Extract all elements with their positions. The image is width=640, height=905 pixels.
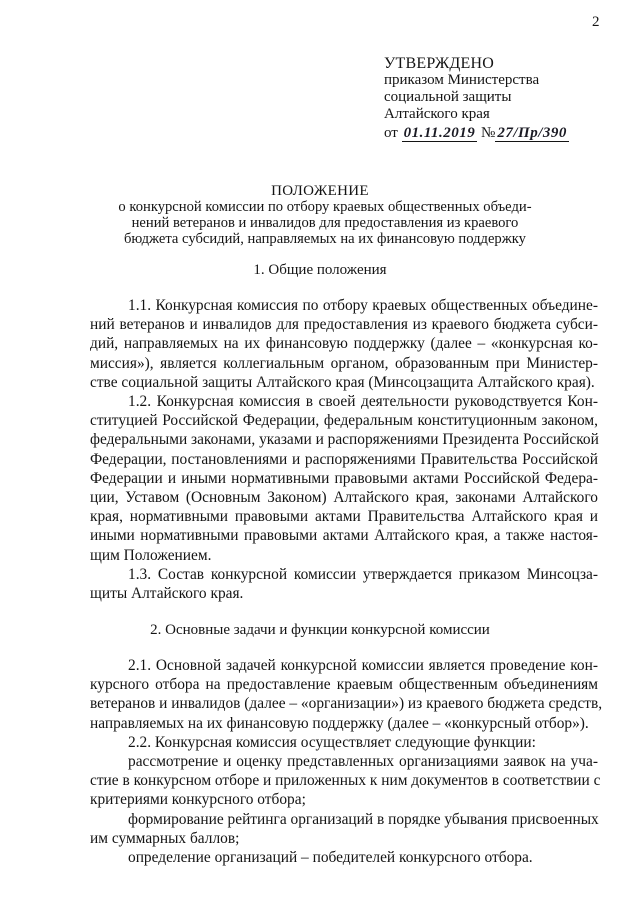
text-line: направляемых на их финансовую поддержку (далее – «конкурсный отбор»).: [90, 714, 589, 732]
text-line: щим Положением.: [90, 546, 212, 564]
text-line: определение организаций – победителей конкурсного отбора.: [128, 849, 533, 866]
text-line: Федерации, постановлениями и распоряжениями Правительства Российской: [90, 450, 598, 468]
paragraph-1-3: [90, 565, 598, 603]
text-line: Федерации и иными нормативными правовыми актами Российской Федера-: [90, 469, 598, 487]
paragraph-2-2: [90, 733, 598, 752]
handwritten-number: 27/Пр/390: [497, 125, 567, 141]
text-line: 2.1. Основной задачей конкурсной комиссии является проведение кон-: [128, 657, 598, 674]
section-heading: 2. Основные задачи и функции конкурсной комиссии: [150, 622, 490, 638]
text-line: миссия»), является коллегиальным органом, образованным при Министер-: [90, 354, 598, 372]
approval-line: приказом Министерства: [384, 72, 540, 88]
text-line: ции, Уставом (Основным Законом) Алтайского края, законами Алтайского: [90, 489, 598, 507]
text-line: формирование рейтинга организаций в порядке убывания присвоенных: [128, 811, 599, 828]
function-item: [90, 752, 601, 810]
text-line: ний ветеранов и инвалидов для предоставления из краевого бюджета субси-: [90, 316, 598, 334]
date-prefix: от: [384, 125, 398, 141]
text-line: 2.2. Конкурсная комиссия осуществляет следующие функции:: [128, 734, 536, 751]
paragraph-1-2: [90, 392, 598, 565]
text-line: федеральными законами, указами и распоряжениями Президента Российской: [90, 431, 599, 449]
text-line: критериями конкурсного отбора;: [90, 791, 306, 809]
approval-line: социальной защиты: [384, 89, 512, 105]
text-line: 1.2. Конкурсная комиссия в своей деятельности руководствуется Кон-: [128, 393, 598, 410]
section-heading: 1. Общие положения: [253, 262, 387, 278]
text-line: 1.1. Конкурсная комиссия по отбору краевых общественных объедине-: [128, 297, 598, 314]
text-line: иными нормативными правовыми актами Алтайского края, а также настоя-: [90, 527, 598, 545]
text-line: им суммарных баллов;: [90, 830, 240, 848]
approval-word: УТВЕРЖДЕНО: [384, 55, 495, 72]
text-line: ветеранов и инвалидов (далее – «организации») из краевого бюджета средств,: [90, 695, 603, 713]
text-line: 1.3. Состав конкурсной комиссии утверждается приказом Минсоцза-: [128, 566, 598, 583]
subtitle-line: нений ветеранов и инвалидов для предоставления из краевого: [131, 215, 519, 231]
function-item: [90, 848, 598, 867]
approval-stamp: [384, 55, 569, 142]
document-subtitle: [90, 199, 560, 247]
text-line: щиты Алтайского края.: [90, 585, 244, 603]
subtitle-line: о конкурсной комиссии по отбору краевых общественных объеди-: [118, 199, 532, 215]
text-line: курсного отбора на предоставление краевым общественным объединениям: [90, 676, 598, 694]
subtitle-line: бюджета субсидий, направляемых на их финансовую поддержку: [124, 231, 526, 247]
paragraph-2-1: [90, 656, 603, 733]
text-line: рассмотрение и оценку представленных организациями заявок на уча-: [128, 753, 598, 770]
function-item: [90, 810, 598, 848]
number-prefix: №: [481, 125, 496, 141]
approval-line: Алтайского края: [384, 106, 490, 122]
document-title: ПОЛОЖЕНИЕ: [271, 183, 369, 199]
text-line: ституцией Российской Федерации, федеральным конституционным законом,: [90, 412, 598, 430]
paragraph-1-1: [90, 296, 598, 392]
approval-date-number: [384, 125, 569, 142]
text-line: стие в конкурсном отборе и приложенных к ним документов в соответствии с: [90, 772, 601, 790]
page-number: 2: [592, 14, 600, 30]
text-line: дий, направляемых на их финансовую поддержку (далее – «конкурсная ко-: [90, 335, 598, 353]
text-line: края, нормативными правовыми актами Правительства Алтайского края и: [90, 508, 598, 526]
handwritten-date: 01.11.2019: [403, 125, 476, 141]
text-line: стве социальной защиты Алтайского края (Минсоцзащита Алтайского края).: [90, 373, 595, 391]
